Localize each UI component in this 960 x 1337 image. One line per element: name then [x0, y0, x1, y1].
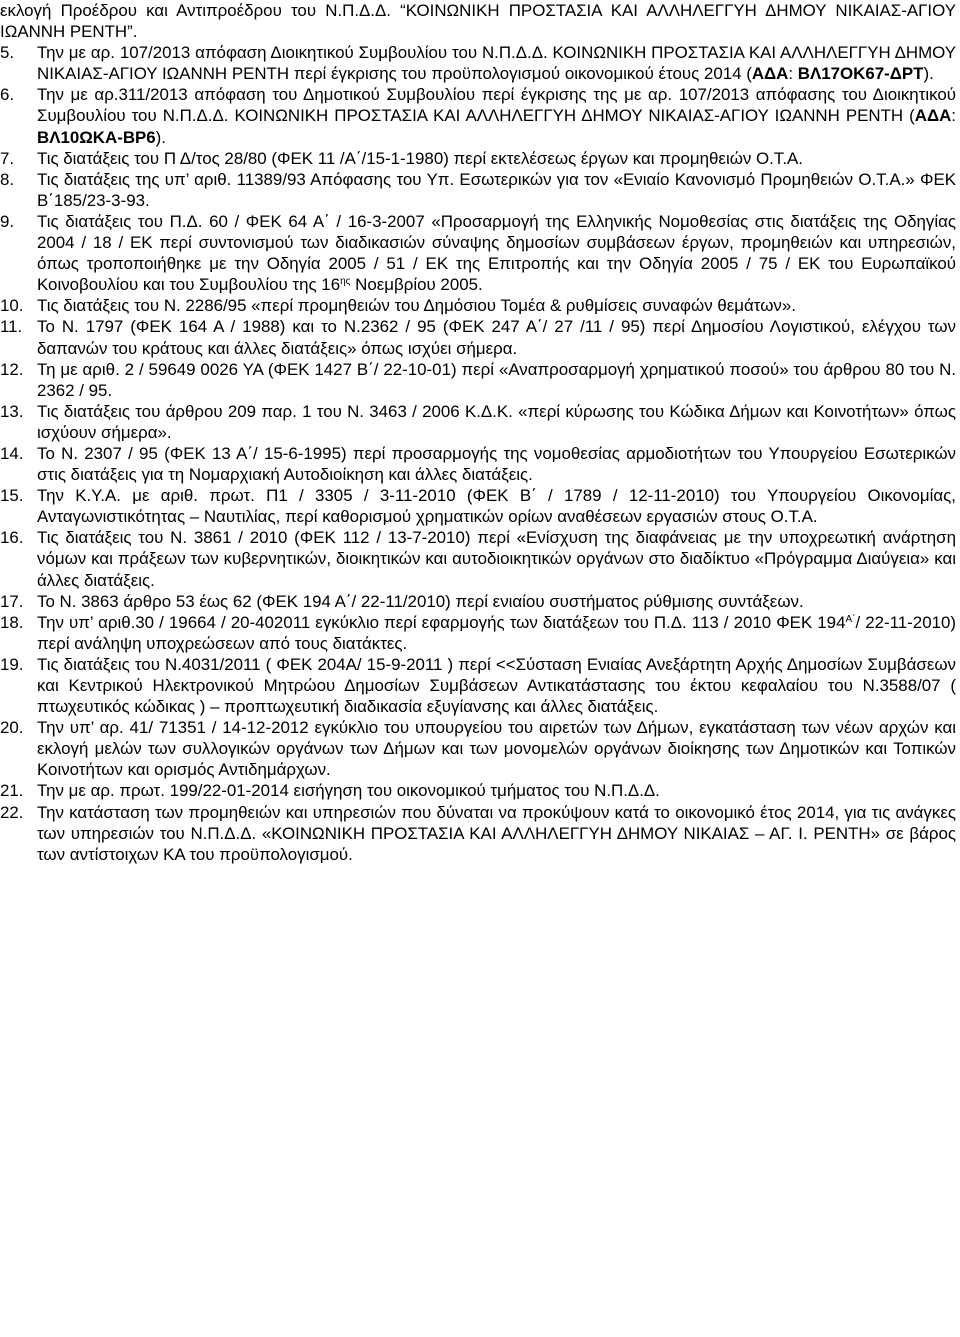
text-run: Τις διατάξεις του Π.Δ. 60 / ΦΕΚ 64 Α΄ / 16-3-2007 «Προσαρμογή της Ελληνικής Νομοθεσίας στις διατάξεις της Οδηγίας 2004 / 18 / ΕΚ περί συντονισμού των διαδικασιών σύναψης δημοσίων συμβάσεων έργων, προμηθειών και υπηρεσιών, όπως τροποποιήθηκε με την Οδηγία 2005 / 51 / ΕΚ της Επιτροπής και την Οδηγία 2005 / 75 / ΕΚ του Ευρωπαϊκού Κοινοβουλίου και του Συμβουλίου της 16	[37, 211, 956, 295]
item-text	[0, 0, 956, 42]
text-run: / 22-11-2010) περί ανάληψη υποχρεώσεων από τους διατάκτες.	[37, 612, 957, 653]
bold-text: ΒΛ10ΩΚΑ-ΒΡ6	[37, 127, 156, 147]
item-text	[37, 802, 956, 865]
text-run: ).	[155, 127, 166, 147]
item-number: 21.	[0, 781, 24, 801]
list-item	[0, 443, 960, 485]
text-run: Το Ν. 3863 άρθρο 53 έως 62 (ΦΕΚ 194 Α΄/ 22-11/2010) περί ενιαίου συστήματος ρύθμισης συντάξεων.	[37, 591, 804, 611]
list-item	[0, 485, 960, 527]
list-item	[0, 169, 960, 211]
item-text	[37, 527, 956, 590]
text-run: Τις διατάξεις της υπ’ αριθ. 11389/93 Απόφασης του Υπ. Εσωτερικών για τον «Ενιαίο Κανονισμό Προμηθειών Ο.Τ.Α.» ΦΕΚ Β΄185/23-3-93.	[37, 169, 956, 210]
item-number: 11.	[0, 317, 23, 337]
item-number: 14.	[0, 443, 24, 463]
list-item	[0, 148, 960, 169]
item-number: 8.	[0, 169, 15, 189]
item-number: 16.	[0, 528, 24, 548]
text-run: ).	[923, 64, 934, 84]
text-run: Την με αρ.311/2013 απόφαση του Δημοτικού Συμβουλίου περί έγκρισης της με αρ. 107/2013 απόφασης του Διοικητικού Συμβουλίου του Ν.Π.Δ.Δ. ΚΟΙΝΩΝΙΚΗ ΠΡΟΣΤΑΣΙΑ ΚΑΙ ΑΛΛΗΛΕΓΓΥΗ ΔΗΜΟΥ ΝΙΚΑΙΑΣ-ΑΓΙΟΥ ΙΩΑΝΝΗ ΡΕΝΤΗ (	[37, 85, 956, 126]
superscript-text: ης	[340, 276, 351, 288]
item-text	[37, 211, 956, 295]
item-text	[37, 654, 956, 717]
item-number: 19.	[0, 654, 24, 674]
continuation-paragraph	[0, 0, 960, 42]
item-text	[37, 359, 956, 401]
item-number: 10.	[0, 296, 24, 316]
item-number: 15.	[0, 486, 24, 506]
item-text	[37, 717, 956, 780]
text-run: :	[788, 64, 798, 84]
text-run: Τις διατάξεις του Ν. 3861 / 2010 (ΦΕΚ 112 / 13-7-2010) περί «Ενίσχυση της διαφάνειας με την υποχρεωτική ανάρτηση νόμων και πράξεων των κυβερνητικών, διοικητικών και αυτοδιοικητικών οργάνων στο διαδίκτυο «Πρόγραμμα Διαύγεια» και άλλες διατάξεις.	[37, 528, 956, 590]
item-number: 6.	[0, 85, 15, 105]
item-number: 17.	[0, 591, 24, 611]
item-text	[37, 148, 956, 169]
list-item	[0, 717, 960, 780]
text-run: Το Ν. 1797 (ΦΕΚ 164 Α / 1988) και το Ν.2362 / 95 (ΦΕΚ 247 Α΄/ 27 /11 / 95) περί Δημοσίου Λογιστικού, ελέγχου των δαπανών του κράτους και άλλες διατάξεις» όπως ισχύει σήμερα.	[37, 317, 956, 358]
text-run: Την με αρ. 107/2013 απόφαση Διοικητικού Συμβουλίου του Ν.Π.Δ.Δ. ΚΟΙΝΩΝΙΚΗ ΠΡΟΣΤΑΣΙΑ ΚΑΙ ΑΛΛΗΛΕΓΓΥΗ ΔΗΜΟΥ ΝΙΚΑΙΑΣ-ΑΓΙΟΥ ΙΩΑΝΝΗ ΡΕΝΤΗ περί έγκρισης του προϋπολογισμού οικονομικού έτους 2014 (	[37, 43, 956, 84]
list-item	[0, 527, 960, 590]
item-text	[37, 316, 956, 358]
item-text	[37, 295, 956, 316]
item-text	[37, 443, 956, 485]
list-item	[0, 780, 960, 801]
item-number: 9.	[0, 211, 15, 231]
item-text	[37, 84, 956, 147]
text-run: Την κατάσταση των προμηθειών και υπηρεσιών που δύναται να προκύψουν κατά το οικονομικό έτος 2014, για τις ανάγκες των υπηρεσιών του Ν.Π.Δ.Δ. «ΚΟΙΝΩΝΙΚΗ ΠΡΟΣΤΑΣΙΑ ΚΑΙ ΑΛΛΗΛΕΓΓΥΗ ΔΗΜΟΥ ΝΙΚΑΙΑΣ – ΑΓ. Ι. ΡΕΝΤΗ» σε βάρος των αντίστοιχων ΚΑ του προϋπολογισμού.	[37, 802, 956, 864]
text-run: Τη με αριθ. 2 / 59649 0026 ΥΑ (ΦΕΚ 1427 Β΄/ 22-10-01) περί «Αναπροσαρμογή χρηματικού ποσού» του άρθρου 80 του Ν. 2362 / 95.	[37, 359, 956, 400]
item-text	[37, 169, 956, 211]
list-item	[0, 591, 960, 612]
text-run: Τις διατάξεις του άρθρου 209 παρ. 1 του Ν. 3463 / 2006 Κ.Δ.Κ. «περί κύρωσης του Κώδικα Δήμων και Κοινοτήτων» όπως ισχύουν σήμερα».	[37, 401, 956, 442]
superscript-text: Α΄	[845, 613, 856, 625]
bold-text: ΑΔΑ	[751, 64, 789, 84]
list-item	[0, 654, 960, 717]
item-text	[37, 591, 956, 612]
item-text	[37, 401, 956, 443]
text-run: Τις διατάξεις του Ν. 2286/95 «περί προμηθειών του Δημόσιου Τομέα & ρυθμίσεις συναφών θεμάτων».	[37, 296, 796, 316]
item-number: 20.	[0, 718, 24, 738]
item-text	[37, 612, 956, 654]
item-number: 18.	[0, 612, 24, 632]
item-text	[37, 42, 956, 84]
item-text	[37, 485, 956, 527]
text-run: εκλογή Προέδρου και Αντιπροέδρου του Ν.Π.Δ.Δ. “ΚΟΙΝΩΝΙΚΗ ΠΡΟΣΤΑΣΙΑ ΚΑΙ ΑΛΛΗΛΕΓΓΥΗ ΔΗΜΟΥ ΝΙΚΑΙΑΣ-ΑΓΙΟΥ ΙΩΑΝΝΗ ΡΕΝΤΗ”.	[0, 1, 956, 42]
text-run: Τις διατάξεις του Ν.4031/2011 ( ΦΕΚ 204Α/ 15-9-2011 ) περί <<Σύσταση Ενιαίας Ανεξάρτητη Αρχής Δημοσίων Συμβάσεων και Κεντρικού Ηλεκτρονικού Μητρώου Δημοσίων Συμβάσεων Αντικατάστασης του έκτου κεφαλαίου του Ν.3588/07 ( πτωχευτικός κώδικας ) – προπτωχευτική διαδικασία εξυγίανσης και άλλες διατάξεις.	[37, 654, 956, 717]
bold-text: ΑΔΑ	[914, 106, 952, 126]
list-item	[0, 211, 960, 295]
text-run: Την υπ’ αριθ.30 / 19664 / 20-402011 εγκύκλιο περί εφαρμογής των διατάξεων του Π.Δ. 113 / 2010 ΦΕΚ 194	[37, 612, 846, 632]
text-run: Τις διατάξεις του Π Δ/τος 28/80 (ΦΕΚ 11 /Α΄/15-1-1980) περί εκτελέσεως έργων και προμηθειών Ο.Τ.Α.	[37, 148, 803, 168]
list-item	[0, 84, 960, 147]
item-number: 5.	[0, 43, 15, 63]
item-number: 22.	[0, 802, 24, 822]
bold-text: ΒΛ17ΟΚ67-ΔΡΤ	[797, 64, 924, 84]
text-run: Το Ν. 2307 / 95 (ΦΕΚ 13 Α΄/ 15-6-1995) περί προσαρμογής της νομοθεσίας αρμοδιοτήτων του Υπουργείου Εσωτερικών στις διατάξεις για τη Νομαρχιακή Αυτοδιοίκηση και άλλες διατάξεις.	[37, 443, 956, 485]
list-item	[0, 295, 960, 316]
item-number: 7.	[0, 148, 15, 168]
item-text	[37, 780, 956, 801]
list-item	[0, 802, 960, 865]
text-run: Την με αρ. πρωτ. 199/22-01-2014 εισήγηση του οικονομικού τμήματος του Ν.Π.Δ.Δ.	[37, 781, 660, 801]
text-run: :	[951, 106, 956, 126]
text-run: Νοεμβρίου 2005.	[350, 275, 483, 295]
list-item	[0, 359, 960, 401]
list-item	[0, 316, 960, 358]
list-item	[0, 42, 960, 84]
item-number: 13.	[0, 401, 24, 421]
list-item	[0, 401, 960, 443]
item-number: 12.	[0, 359, 24, 379]
text-run: Την υπ’ αρ. 41/ 71351 / 14-12-2012 εγκύκλιο του υπουργείου του αιρετών των Δήμων, εγκατάσταση των νέων αρχών και εκλογή μελών των συλλογικών οργάνων των Δήμων και των μονομελών οργάνων διοίκησης των Δημοτικών και Τοπικών Κοινοτήτων και ορισμός Αντιδημάρχων.	[37, 718, 956, 780]
text-run: Την Κ.Υ.Α. με αριθ. πρωτ. Π1 / 3305 / 3-11-2010 (ΦΕΚ Β΄ / 1789 / 12-11-2010) του Υπουργείου Οικονομίας, Ανταγωνιστικότητας – Ναυτιλίας, περί καθορισμού χρηματικών ορίων αναθέσεων εργασιών στους Ο.Τ.Α.	[37, 486, 956, 527]
list-item	[0, 612, 960, 654]
